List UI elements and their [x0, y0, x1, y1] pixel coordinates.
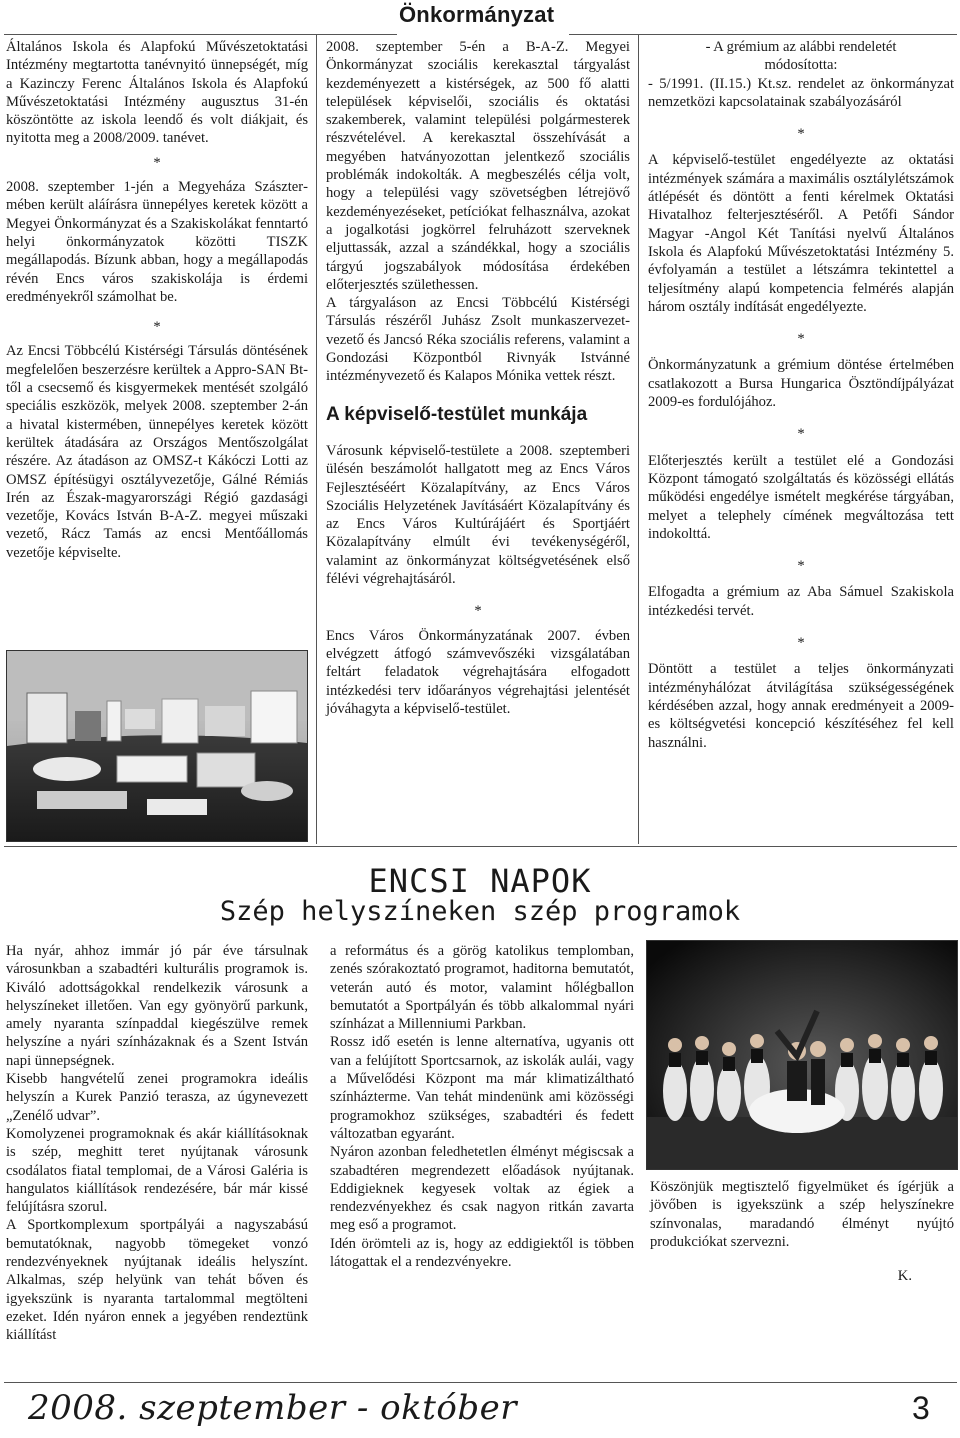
- feature-subtitle: Szép helyszíneken szép programok: [219, 896, 741, 927]
- medical-equipment-image: [7, 651, 307, 841]
- column-3: [648, 38, 954, 752]
- header-rule-left: [4, 34, 397, 35]
- feature-paragraph-4: A Sportkomplexum sportpályái a nagyszabású bemutatóknak, nagyobb tömegeket vonzó rendezvényeknek nyújtanak ideális helyszínt. Alkalmas, szép helyünk van tehát bőven és igyekszünk is nyaranta tartalommal megtölteni ezeket. Idén nyáron ennek a jegyében rendeztünk kiállítást: [6, 1217, 308, 1344]
- footer-rule: [4, 1382, 957, 1383]
- feature-paragraph-9: Köszönjük megtisztelő figyelmüket és ígérjük a jövőben is igyekszünk a szép helyszínekre színvonalas, maradandó élményt nyújtó produkciókat szervezni.: [650, 1179, 954, 1250]
- section-heading: A képviselő-testület munkája: [326, 403, 588, 425]
- signature: K.: [897, 1268, 912, 1285]
- feature-title: ENCSI NAPOK: [368, 862, 592, 900]
- col3-line-1: - A grémium az alábbi rendeletét: [705, 39, 897, 55]
- feature-paragraph-2: Kisebb hangvételű zenei programokra ideális helyszín a Kurek Panzió terasza, az úgynevezett „Zenélő udvar”.: [6, 1071, 308, 1124]
- feature-paragraph-7: Nyáron azonban feledhetetlen élményt mégiscsak a szabadtéren megrendezett előadások nyújtanak. Eddigieknek kegyesek voltak az égiek a rendezvényekhez és csak nagyon ritkán zavarta meg eső a programot.: [330, 1144, 634, 1234]
- feature-paragraph-6: Rossz idő esetén is lenne alternatíva, ugyanis ott van a felújított Sportcsarnok, az iskolák aulái, vagy a Művelődési Központ ma már klimatizáltható színházterme. Van tehát mindenünk ami közösségi programokhoz szükséges, szabadtéri és fedett változatban egyaránt.: [330, 1034, 634, 1142]
- col3-paragraph-3: A képviselő-testület engedélyezte az oktatási intézmények számára a maximális osztálylétszámok átlépését és döntött a fenti kérelmek Oktatási Hivatalhoz felterjesztéséről. A Petőfi Sándor Magyar -Angol Két Tanítási nyelvű Általános Iskola és Alapfokú Művészetoktatási Intézmény 5. évfolyamán a testület a létszámra tekintettel a teljesítmény alapú kompetencia felmérés alapján három osztály indítását engedélyezte.: [648, 152, 954, 315]
- col1-paragraph-1: Általános Iskola és Alapfokú Művészetoktatási Intézmény megtartotta tanévnyitó ünnepségét, míg a Kazinczy Ferenc Általános Iskola és Alapfokú Művészetoktatási Intézmény augusztus 31-én köszöntötte az iskola leendő és volt diákjait, és nyitotta meg a 2008/2009. tanévet.: [6, 39, 308, 147]
- col3-paragraph-5: Előterjesztés került a testület elé a Gondozási Központ támogató szolgáltatás és közösségi ellátás működési engedélye ismételt megkérése tárgyában, melyet a telephely címének megváltozása tett indokolttá.: [648, 452, 954, 542]
- col3-paragraph-2: - 5/1991. (II.15.) Kt.sz. rendelet az önkormányzat nemzetközi kapcsolatainak szabályozásáról: [648, 75, 954, 110]
- header-rule-right: [569, 34, 957, 35]
- column-divider-2: [638, 34, 639, 844]
- feature-column-left: [6, 942, 308, 1345]
- col1-paragraph-2: 2008. szeptember 1-jén a Megyeháza Szásztermében került aláírásra ünnepélyes keretek között a Megyei Önkormányzat és a Szakiskolákat fenntartó helyi önkormányzatok közötti TISZK megállapodás. Bízunk abban, hogy a megállapodás révén Encs város szakiskolája is érdemi eredményekről számolhat be.: [6, 179, 308, 305]
- separator-star: *: [797, 126, 805, 143]
- medical-equipment-photo: [6, 650, 308, 842]
- column-2: [326, 38, 630, 718]
- feature-paragraph-8: Idén örömteli az is, hogy az eddigiektől is többen látogattak el a rendezvényekre.: [330, 1235, 634, 1271]
- col2-paragraph-4: Encs Város Önkormányzatának 2007. évben elvégzett átfogó számvevőszéki vizsgálatában feltárt feladatok végrehajtására elfogadott intézkedési terv időarányos végrehajtási jelentését jóváhagyta a képviselő-testület.: [326, 627, 630, 717]
- page-number: 3: [912, 1390, 930, 1426]
- col2-paragraph-1: 2008. szeptember 5-én a B-A-Z. Megyei Önkormányzat szociális kerekasztal tárgyalást kezdeményezett a kistérségek, az 500 fő alatti települések képviselői, szociális és oktatási szakemberek, valamint települési polgármesterek részvételével. A kerekasztal összehívását a megyében hatványozottan jelentkező szociális problémák indokolták. A megbeszélés célja volt, hogy a települési vagy szövetségben létrejövő kezdeményezéseket, petíciókat felhasználva, azokat a jogalkotási jogkörrel felruházott szerveknek eljuttassák, azzal a szándékkal, hogy a szociális tárgyú jogszabályok módosítása érdekében előterjesztés születhessen.: [326, 39, 630, 293]
- feature-paragraph-1: Ha nyár, ahhoz immár jó pár éve társulnak városunkban a szabadtéri kulturális programok is. Kiváló adottságokkal rendelkezik városunk a helyszíneket illetően. Van egy gyönyörű parkunk, amely nyaranta színpaddal kiegészülve remek helyszíne a nyári színházaknak és a Szent István napi ünnepségnek.: [6, 943, 308, 1069]
- feature-column-right: [650, 1178, 954, 1285]
- feature-column-middle: [330, 942, 634, 1271]
- feature-paragraph-5: a református és a görög katolikus templomban, zenés szórakoztató programot, haditorna bemutatót, veterán autó és motor, valamint hőlégballon bemutatót a Sportpályán és több alkalommal nyári színházat a Millenniumi Parkban.: [330, 943, 634, 1033]
- issue-date: 2008. szeptember - október: [28, 1388, 517, 1428]
- separator-star: *: [153, 319, 161, 336]
- separator-star: *: [474, 603, 482, 620]
- separator-star: *: [797, 635, 805, 652]
- separator-star: *: [797, 558, 805, 575]
- col3-paragraph-7: Döntött a testület a teljes önkormányzati intézményhálózat átvilágítása szükségességének kérdésében azzal, hogy annak eredményeit a 2009-es költségvetési koncepció készítéséhez fel kell használni.: [648, 661, 954, 751]
- col3-paragraph-6: Elfogadta a grémium az Aba Sámuel Szakiskola intézkedési tervét.: [648, 584, 954, 619]
- col2-paragraph-2: A tárgyaláson az Encsi Többcélú Kistérségi Társulás részéről Juhász Zsolt munkaszervezet-vezető és Jancsó Réka szociális referens, valamint a Gondozási Központból Rivnyák Istvánné intézményvezető és Kalapos Mónika vettek részt.: [326, 295, 630, 385]
- column-divider-1: [316, 34, 317, 844]
- col3-line-2: módosította:: [764, 57, 838, 74]
- folk-dancers-photo: [646, 940, 958, 1170]
- section-separator: [4, 846, 957, 847]
- col2-paragraph-3: Városunk képviselő-testülete a 2008. szeptemberi ülésén beszámolót hallgatott meg az Encs Város Fejlesztéséért Közalapítvány, az Encs Város Szociális Helyzetének Javításáért Közalapítvány és az Encs Város Kultúrájáért és Sportjáért Közalapítvány elmúlt évi tevékenységéről, valamint az önkormányzat költségvetésének első félévi végrehajtásáról.: [326, 442, 630, 588]
- separator-star: *: [797, 331, 805, 348]
- separator-star: *: [153, 154, 161, 171]
- feature-paragraph-3: Komolyzenei programoknak és akár kiállításoknak is szép, meghitt teret nyújtanak városunk csodálatos fiatal templomai, de a Városi Galéria is hangulatos kiállítások rendezésére, bár már kissé felújításra szorul.: [6, 1125, 308, 1216]
- separator-star: *: [797, 426, 805, 443]
- folk-dancers-image: [647, 941, 957, 1169]
- section-title: Önkormányzat: [399, 2, 555, 27]
- col1-paragraph-3: Az Encsi Többcélú Kistérségi Társulás döntésének megfelelően beszerzésre kerültek a Appro-SAN Bt-től a csecsemő és kisgyermekek mentését szolgáló speciális eszközök, melyek 2008. szeptember 2-án a hivatal kistermében, ünnepélyes keretek között kerültek átadására az Országos Mentőszolgálat részére. Az átadáson az OMSZ-t Kákóczi Lotti az OMSZ építésügyi osztályvezetője, Gálné Rémiás Irén az Észak-magyarországi Régió gazdasági vezetője, Kovács István B-A-Z. megyei műszaki vezető, Rácz Tamás az encsi Mentőállomás vezetője képviselte.: [6, 343, 308, 561]
- col3-paragraph-4: Önkormányzatunk a grémium döntése értelmében csatlakozott a Bursa Hungarica Ösztöndíjpályázat 2009-es fordulójához.: [648, 357, 954, 411]
- column-1: [6, 38, 308, 562]
